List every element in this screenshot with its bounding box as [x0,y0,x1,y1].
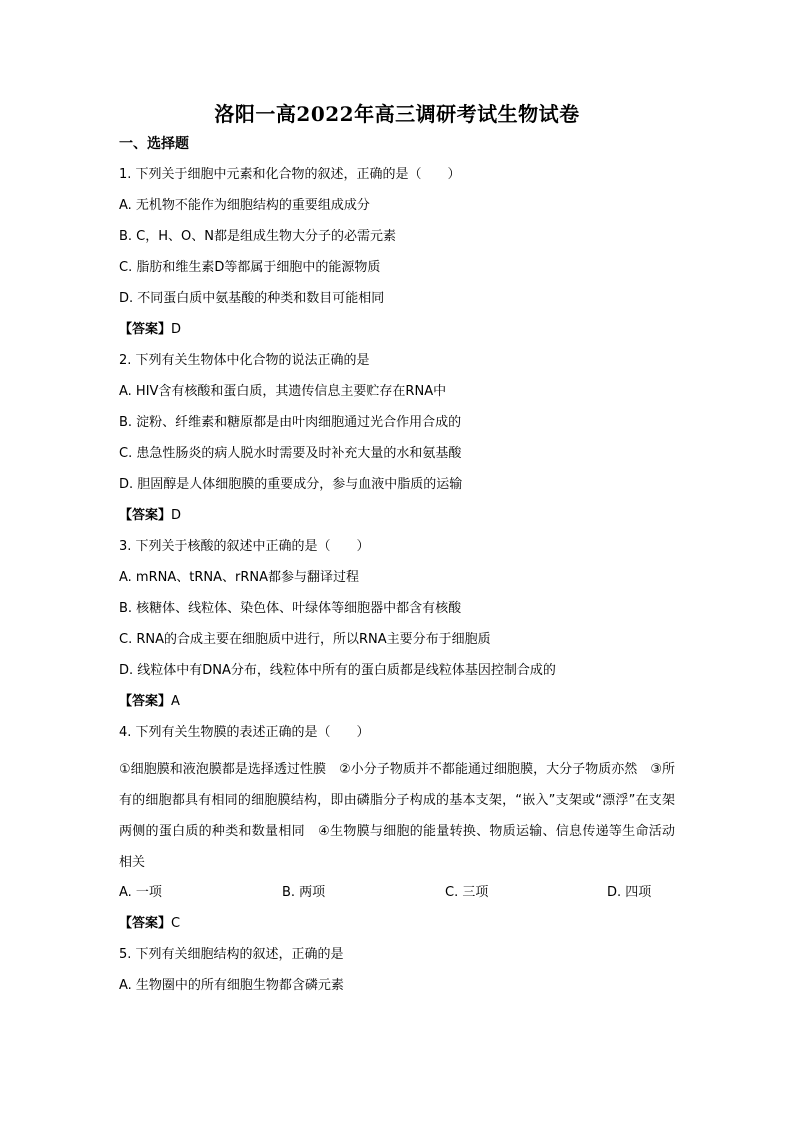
question-3-option-c: C. RNA的合成主要在细胞质中进行，所以RNA主要分布于细胞质 [119,632,491,647]
question-1-option-c: C. 脂肪和维生素D等都属于细胞中的能源物质 [119,260,381,275]
question-4-options [119,883,675,903]
question-2-stem: 2. 下列有关生物体中化合物的说法正确的是 [119,353,370,368]
question-4-statements: ①细胞膜和液泡膜都是选择透过性膜 ②小分子物质并不都能通过细胞膜，大分子物质亦然 ③所有的细胞都具有相同的细胞膜结构，即由磷脂分子构成的基本支架，“嵌入”支架或“漂浮”在支架两侧的蛋白质的种类和数量相同 ④生物膜与细胞的能量转换、物质运输、信息传递等生命活动相关 [119,762,675,870]
question-2 [119,351,675,526]
question-4 [119,723,675,934]
question-5 [119,945,675,996]
question-1-option-d: D. 不同蛋白质中氨基酸的种类和数目可能相同 [119,291,385,306]
question-4-stem: 4. 下列有关生物膜的表述正确的是（ ） [119,725,370,740]
question-2-option-d: D. 胆固醇是人体细胞膜的重要成分，参与血液中脂质的运输 [119,477,463,492]
answer-value: D [171,508,182,523]
question-3-option-b: B. 核糖体、线粒体、染色体、叶绿体等细胞器中都含有核酸 [119,601,462,616]
question-4-answer [119,914,675,934]
question-2-option-a: A. HIV含有核酸和蛋白质，其遗传信息主要贮存在RNA中 [119,384,447,399]
question-3 [119,537,675,712]
question-3-answer [119,692,675,712]
answer-tag: 【答案】 [119,694,172,709]
answer-tag: 【答案】 [119,322,172,337]
answer-value: D [171,322,182,337]
question-2-option-b: B. 淀粉、纤维素和糖原都是由叶肉细胞通过光合作用合成的 [119,415,462,430]
question-1 [119,165,675,340]
answer-tag: 【答案】 [119,916,172,931]
exam-title: 洛阳一高2022年高三调研考试生物试卷 [214,102,580,126]
question-3-option-d: D. 线粒体中有DNA分布，线粒体中所有的蛋白质都是线粒体基因控制合成的 [119,663,556,678]
answer-value: C [171,916,181,931]
section-heading: 一、选择题 [119,136,189,152]
question-1-option-b: B. C，H、O、N都是组成生物大分子的必需元素 [119,229,396,244]
question-5-option-a: A. 生物圈中的所有细胞生物都含磷元素 [119,978,344,993]
question-1-option-a: A. 无机物不能作为细胞结构的重要组成成分 [119,198,370,213]
question-4-option-a: A. 一项 [119,885,162,900]
answer-tag: 【答案】 [119,508,172,523]
question-4-option-d: D. 四项 [607,885,652,900]
question-3-stem: 3. 下列关于核酸的叙述中正确的是（ ） [119,539,370,554]
question-1-answer [119,320,675,340]
question-5-stem: 5. 下列有关细胞结构的叙述，正确的是 [119,947,344,962]
question-4-option-c: C. 三项 [445,885,489,900]
exam-page [119,100,675,1007]
question-3-option-a: A. mRNA、tRNA、rRNA都参与翻译过程 [119,570,359,585]
answer-value: A [171,694,180,709]
question-4-option-b: B. 两项 [282,885,326,900]
question-2-option-c: C. 患急性肠炎的病人脱水时需要及时补充大量的水和氨基酸 [119,446,462,461]
question-1-stem: 1. 下列关于细胞中元素和化合物的叙述，正确的是（ ） [119,167,461,182]
question-2-answer [119,506,675,526]
